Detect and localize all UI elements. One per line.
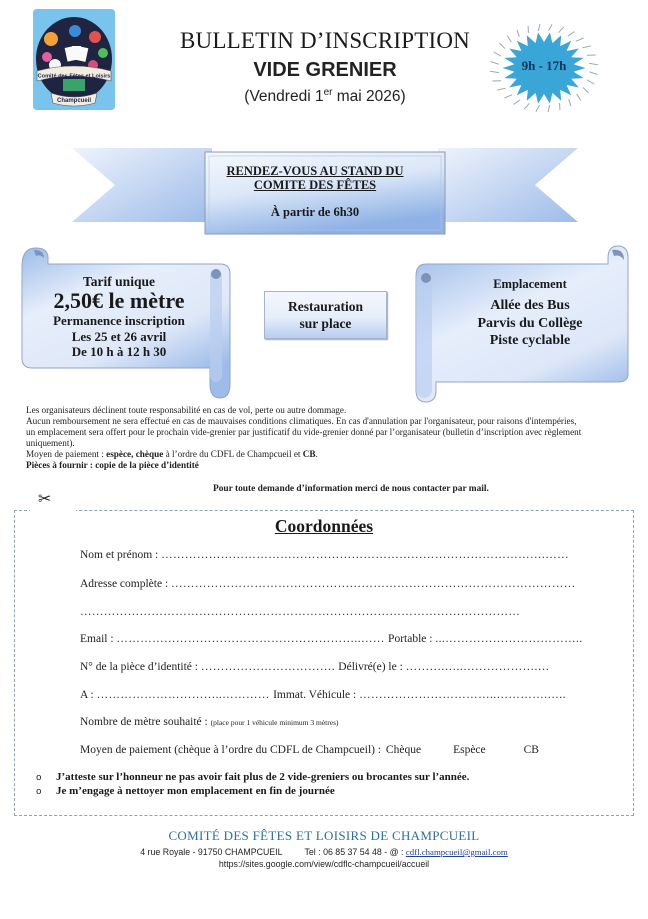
info-payment-methods: espèce, chèque	[106, 449, 164, 459]
adresse-input[interactable]: …………………………………………………………………………………………	[171, 578, 576, 590]
field-adresse-2[interactable]	[80, 606, 520, 618]
burst-ray	[568, 32, 575, 37]
event-date-sup: er	[323, 87, 333, 98]
logo-text-line1: Comité des Fêtes et Loisirs	[37, 73, 111, 80]
metre-label: Nombre de mètre souhaité :	[80, 716, 211, 728]
adresse-label: Adresse complète :	[80, 578, 172, 590]
pay-option-cb[interactable]: CB	[523, 744, 539, 756]
field-paiement	[80, 744, 539, 756]
event-name: VIDE GRENIER	[253, 59, 397, 81]
footer-address: 4 rue Royale - 91750 CHAMPCUEIL	[140, 847, 283, 857]
delivre-input[interactable]: ……….…..……………….…	[405, 661, 550, 673]
nom-input[interactable]: …………………………………………………………………………………….……	[161, 549, 569, 561]
checkbox-bullet-icon[interactable]: o	[36, 787, 42, 797]
contact-note: Pour toute demande d’information merci de nous contacter par mail.	[213, 484, 489, 494]
immat-label: Immat. Véhicule :	[273, 689, 360, 701]
scissors-icon: ✂	[38, 489, 52, 508]
burst-ray	[499, 43, 505, 48]
field-piece-identite[interactable]	[80, 661, 550, 673]
cleanup-text: Je m’engage à nettoyer mon emplacement en fin de journée	[56, 785, 335, 797]
footer-tel: Tel : 06 85 37 54 48 - @ :	[304, 847, 406, 857]
burst-ray	[577, 94, 581, 100]
burst-ray	[569, 99, 571, 106]
emplacement-place: Piste cyclable	[489, 333, 571, 348]
event-date-suffix: mai 2026)	[332, 88, 406, 106]
pay-option-espece[interactable]: Espèce	[453, 744, 486, 756]
burst-ray	[583, 87, 589, 92]
burst-ray	[559, 27, 564, 33]
emplacement-list	[440, 297, 620, 350]
burst-ray	[549, 24, 553, 31]
burst-ray	[524, 103, 529, 109]
burst-ray	[494, 52, 501, 56]
permanence-dates: Les 25 et 26 avril	[71, 328, 167, 344]
info-responsibility: Les organisateurs déclinent toute responsabilité en cas de vol, perte ou autre dommage.	[26, 405, 347, 415]
restauration-line-1: Restauration	[288, 299, 363, 314]
metre-note: (place pour 1 véhicule minimum 3 mètres)	[210, 718, 339, 727]
tarif-label: Tarif unique	[83, 274, 155, 289]
restauration-line-2: sur place	[299, 316, 352, 331]
field-lieu-immat[interactable]	[80, 689, 566, 701]
burst-ray	[504, 95, 512, 98]
portable-input[interactable]: ...……………………………..	[435, 633, 583, 645]
field-email-portable[interactable]	[80, 633, 583, 645]
cleanup-checkbox[interactable]	[36, 785, 335, 797]
burst-ray	[497, 88, 505, 90]
burst-ray	[576, 38, 584, 41]
banner-start-time: À partir de 6h30	[270, 205, 360, 219]
cut-line-gap	[30, 508, 76, 512]
banner-line-1: RENDEZ-VOUS AU STAND DU	[226, 164, 404, 178]
a-label: A :	[80, 689, 97, 701]
event-date	[160, 87, 490, 106]
tarif-price: 2,50€ le mètre	[53, 288, 185, 313]
email-input[interactable]: ……………………………………………………..……	[116, 633, 389, 645]
info-refund-3: uniquement).	[26, 438, 75, 448]
info-refund-2: un emplacement sera offert pour le prochain vide-grenier par justificatif du vide-grenier donné par l’organisateur (bulletin d’inscription avec règlement	[26, 427, 582, 437]
burst-ray	[507, 36, 511, 42]
logo-text-line2: Champcueil	[56, 98, 92, 104]
delivre-label: Délivré(e) le :	[338, 661, 406, 673]
piece-input[interactable]: …………………………….	[200, 661, 339, 673]
immat-input[interactable]: ……………………………..………….…..	[359, 689, 566, 701]
form-title: Coordonnées	[274, 516, 374, 536]
info-payment-prefix: Moyen de paiement :	[26, 449, 107, 459]
info-payment-mid: à l’ordre du CDFL de Champcueil et	[163, 449, 303, 459]
emplacement-place: Parvis du Collège	[477, 315, 583, 331]
email-label: Email :	[80, 633, 117, 645]
field-metres[interactable]	[80, 716, 339, 728]
emplacement-label: Emplacement	[493, 277, 567, 291]
hours-badge: 9h - 17h	[521, 58, 567, 73]
a-input[interactable]: …………………………..…………	[96, 689, 274, 701]
info-payment	[26, 449, 318, 460]
portable-label: Portable :	[388, 633, 436, 645]
info-payment-end: .	[315, 449, 318, 459]
piece-label: N° de la pièce d’identité :	[80, 661, 201, 673]
burst-ray	[548, 105, 550, 112]
attestation-checkbox[interactable]	[36, 771, 469, 783]
restauration-text	[264, 298, 387, 332]
adresse-input-line-2[interactable]: …………………………………………………………………………………………………	[80, 606, 521, 618]
pay-label: Moyen de paiement (chèque à l’ordre du CDFL de Champcueil) :	[80, 744, 384, 756]
footer-email-link[interactable]: cdfl.champcueil@gmail.com	[405, 847, 508, 857]
burst-ray	[538, 24, 540, 31]
burst-ray	[587, 80, 594, 84]
info-payment-cb: CB	[302, 449, 316, 459]
attestation-text: J’atteste sur l’honneur ne pas avoir fait plus de 2 vide-greniers ou brocantes sur l’année.	[56, 771, 470, 783]
footer-organization: COMITÉ DES FÊTES ET LOISIRS DE CHAMPCUEIL	[168, 828, 480, 843]
info-documents: Pièces à fournir : copie de la pièce d’identité	[26, 460, 199, 470]
emplacement-place: Allée des Bus	[490, 298, 570, 313]
burst-ray	[582, 46, 590, 48]
footer-contact	[0, 847, 648, 857]
event-date-prefix: (Vendredi 1	[244, 88, 324, 106]
info-refund-1: Aucun remboursement ne sera effectué en cas de mauvaises conditions climatiques. En cas d'annulation par l'organisateur, pour raisons d'intempéries,	[26, 416, 577, 426]
logo-illustration	[33, 9, 115, 110]
field-adresse[interactable]	[80, 578, 576, 590]
nom-label: Nom et prénom :	[80, 549, 162, 561]
checkbox-bullet-icon[interactable]: o	[36, 773, 42, 783]
tarif-permanence	[24, 313, 214, 360]
banner-line-2: COMITE DES FÊTES	[253, 178, 377, 192]
burst-ray	[517, 30, 519, 37]
document-title: BULLETIN D’INSCRIPTION	[180, 28, 470, 53]
burst-ray	[536, 105, 540, 112]
pay-option-cheque[interactable]: Chèque	[385, 744, 422, 756]
permanence-label: Permanence inscription	[53, 313, 185, 328]
burst-ray	[514, 100, 521, 105]
field-nom[interactable]	[80, 549, 569, 561]
permanence-hours: De 10 h à 12 h 30	[71, 344, 167, 359]
club-logo	[33, 9, 115, 110]
footer-website[interactable]: https://sites.google.com/view/cdflc-champcueil/accueil	[218, 859, 430, 869]
